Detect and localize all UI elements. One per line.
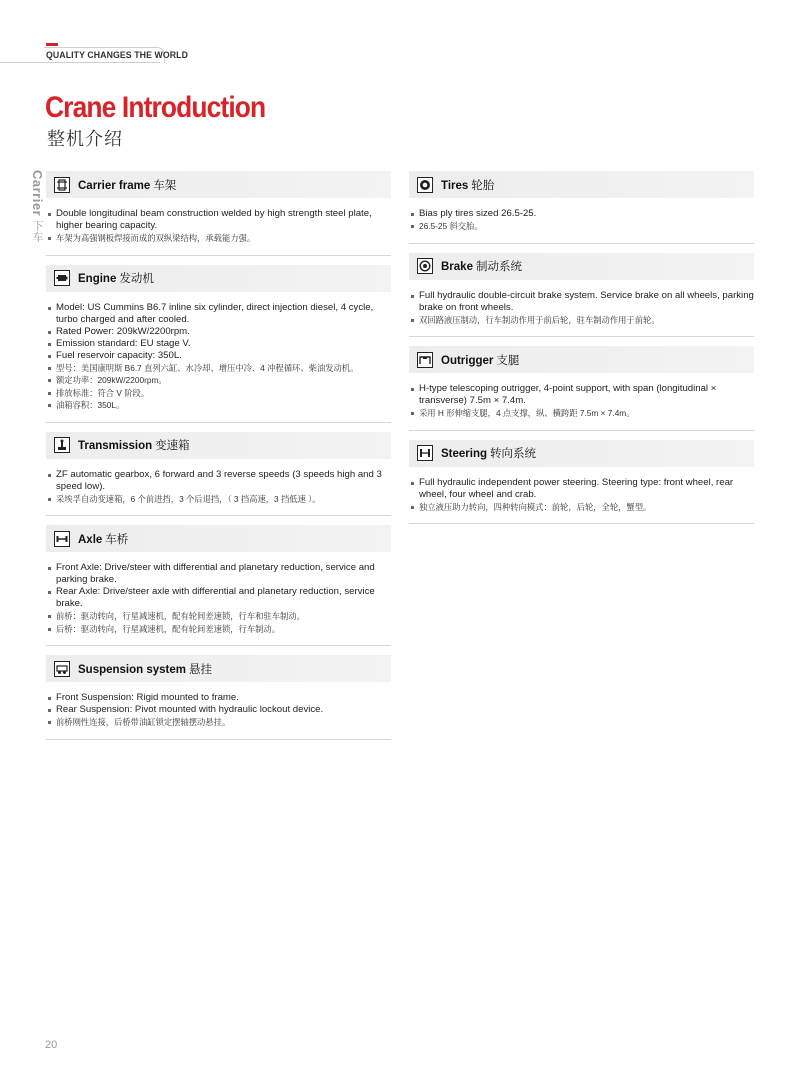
carrier-frame-icon: [54, 177, 70, 193]
spec-list: [46, 208, 391, 245]
spec-item-cn: 采用 H 形伸缩支腿，4 点支撑，纵、横跨距 7.5m × 7.4m。: [409, 407, 754, 420]
section-title: [441, 352, 519, 368]
spec-item-en: Rear Axle: Drive/steer axle with differential and planetary reduction, service brake.: [46, 586, 391, 610]
spec-list: [409, 477, 754, 514]
side-label-cn: 下车: [31, 220, 43, 244]
section-title-cn: 制动系统: [475, 261, 522, 273]
spec-list: [46, 562, 391, 635]
steering-icon: [417, 445, 433, 461]
page-number: 20: [45, 1039, 58, 1051]
spec-item-en: ZF automatic gearbox, 6 forward and 3 reverse speeds (3 speeds high and 3 speed low).: [46, 469, 391, 493]
spec-item-cn: 后桥：驱动转向，行星减速机，配有轮间差速锁，行车制动。: [46, 623, 391, 636]
spec-section-carrier-frame: [46, 171, 391, 256]
section-header: [46, 525, 391, 552]
suspension-icon: [54, 661, 70, 677]
section-title-en: Tires: [441, 179, 469, 192]
spec-section-axle: [46, 525, 391, 646]
spec-list: [409, 208, 754, 233]
spec-item-cn: 油箱容积：350L。: [46, 399, 391, 412]
spec-item-en: Bias ply tires sized 26.5-25.: [409, 208, 754, 220]
section-header: [409, 346, 754, 373]
section-gap: [409, 525, 754, 533]
spec-item-cn: 前桥：驱动转向，行星减速机，配有轮间差速锁，行车和驻车制动。: [46, 610, 391, 623]
spec-item-en: Model: US Cummins B6.7 inline six cylinder, direct injection diesel, 4 cycle, turbo charged and after cooled.: [46, 302, 391, 326]
spec-item-en: Rated Power: 209kW/2200rpm.: [46, 326, 391, 338]
section-gap: [409, 338, 754, 346]
section-title-cn: 轮胎: [471, 179, 495, 192]
section-title: [78, 177, 176, 193]
section-title-en: Outrigger: [441, 354, 494, 367]
page-title: Crane Introduction: [45, 91, 266, 124]
spec-list: [46, 692, 391, 729]
spec-list: [46, 469, 391, 506]
section-gap: [409, 432, 754, 440]
brake-icon: [417, 258, 433, 274]
section-header: [46, 265, 391, 292]
spec-item-en: Rear Suspension: Pivot mounted with hydraulic lockout device.: [46, 704, 391, 716]
spec-section-brake: [409, 253, 754, 338]
section-title-cn: 转向系统: [490, 448, 537, 460]
section-header: [46, 171, 391, 198]
section-title-cn: 变速箱: [155, 440, 190, 452]
section-title: [441, 445, 536, 461]
spec-section-outrigger: [409, 346, 754, 431]
spec-item-en: Full hydraulic double-circuit brake system. Service brake on all wheels, parking brake on front wheels.: [409, 290, 754, 314]
section-header: [46, 432, 391, 459]
spec-item-cn: 26.5-25 斜交胎。: [409, 220, 754, 233]
spec-item-en: Fuel reservoir capacity: 350L.: [46, 350, 391, 362]
section-header: [409, 440, 754, 467]
spec-list: [46, 302, 391, 412]
gear-shift-icon: [54, 437, 70, 453]
section-title: [78, 531, 128, 547]
section-title: [78, 270, 154, 286]
tire-icon: [417, 177, 433, 193]
spec-item-cn: 独立液压助力转向，四种转向模式：前轮，后轮，全轮，蟹型。: [409, 501, 754, 514]
outrigger-icon: [417, 352, 433, 368]
header-tagline: QUALITY CHANGES THE WORLD: [46, 50, 188, 61]
spec-list: [409, 383, 754, 420]
spec-item-cn: 排放标准：符合 V 阶段。: [46, 387, 391, 400]
section-title-en: Steering: [441, 448, 488, 460]
section-title: [78, 437, 190, 453]
section-title-en: Carrier frame: [78, 179, 151, 192]
section-gap: [46, 257, 391, 265]
section-title-cn: 车桥: [105, 533, 129, 546]
spec-item-en: H-type telescoping outrigger, 4-point support, with span (longitudinal × transverse) 7.5m × 7.4m.: [409, 383, 754, 407]
engine-icon: [54, 270, 70, 286]
spec-item-en: Front Suspension: Rigid mounted to frame.: [46, 692, 391, 704]
section-gap: [46, 517, 391, 525]
section-title-cn: 发动机: [119, 273, 154, 285]
section-title-en: Engine: [78, 273, 117, 285]
section-title-cn: 支腿: [496, 354, 520, 367]
spec-section-engine: [46, 265, 391, 423]
axle-icon: [54, 531, 70, 547]
section-gap: [46, 741, 391, 749]
section-title-cn: 车架: [153, 179, 177, 192]
spec-item-en: Double longitudinal beam construction welded by high strength steel plate, higher bearing capacity.: [46, 208, 391, 232]
spec-item-cn: 前桥刚性连接，后桥带油缸锁定摆轴摆动悬挂。: [46, 716, 391, 729]
section-header: [409, 253, 754, 280]
side-label-en: Carrier: [30, 170, 45, 217]
right-column: [409, 171, 754, 533]
left-column: [46, 171, 391, 749]
section-title-en: Axle: [78, 533, 103, 546]
page-subtitle: 整机介绍: [47, 129, 123, 149]
section-title-cn: 悬挂: [189, 663, 213, 676]
spec-section-steering: [409, 440, 754, 525]
spec-section-suspension: [46, 655, 391, 740]
section-title: [441, 258, 522, 274]
header-accent-bar: [46, 43, 58, 46]
spec-item-en: Emission standard: EU stage V.: [46, 338, 391, 350]
section-title-en: Brake: [441, 261, 473, 273]
section-title-en: Transmission: [78, 440, 153, 452]
section-header: [409, 171, 754, 198]
section-gap: [46, 647, 391, 655]
spec-item-en: Front Axle: Drive/steer with differential and planetary reduction, service and parking brake.: [46, 562, 391, 586]
section-gap: [46, 424, 391, 432]
section-title: [441, 177, 494, 193]
section-header: [46, 655, 391, 682]
spec-item-cn: 型号：美国康明斯 B6.7 直列六缸、水冷却、增压中冷、4 冲程循环、柴油发动机。: [46, 362, 391, 375]
spec-item-cn: 车架为高强钢板焊接而成的双纵梁结构，承载能力强。: [46, 232, 391, 245]
section-title-en: Suspension system: [78, 663, 187, 676]
section-title: [78, 661, 212, 677]
section-gap: [409, 245, 754, 253]
spec-item-cn: 双回路液压制动，行车制动作用于前后轮，驻车制动作用于前轮。: [409, 314, 754, 327]
spec-item-cn: 额定功率：209kW/2200rpm。: [46, 374, 391, 387]
spec-list: [409, 290, 754, 327]
spec-item-cn: 采埃孚自动变速箱，6 个前进挡，3 个后退挡，（ 3 挡高速，3 挡低速 ）。: [46, 493, 391, 506]
spec-section-tire: [409, 171, 754, 244]
side-section-label: [29, 170, 45, 243]
spec-item-en: Full hydraulic independent power steering. Steering type: front wheel, rear wheel, four wheel and crab.: [409, 477, 754, 501]
spec-section-gear-shift: [46, 432, 391, 517]
